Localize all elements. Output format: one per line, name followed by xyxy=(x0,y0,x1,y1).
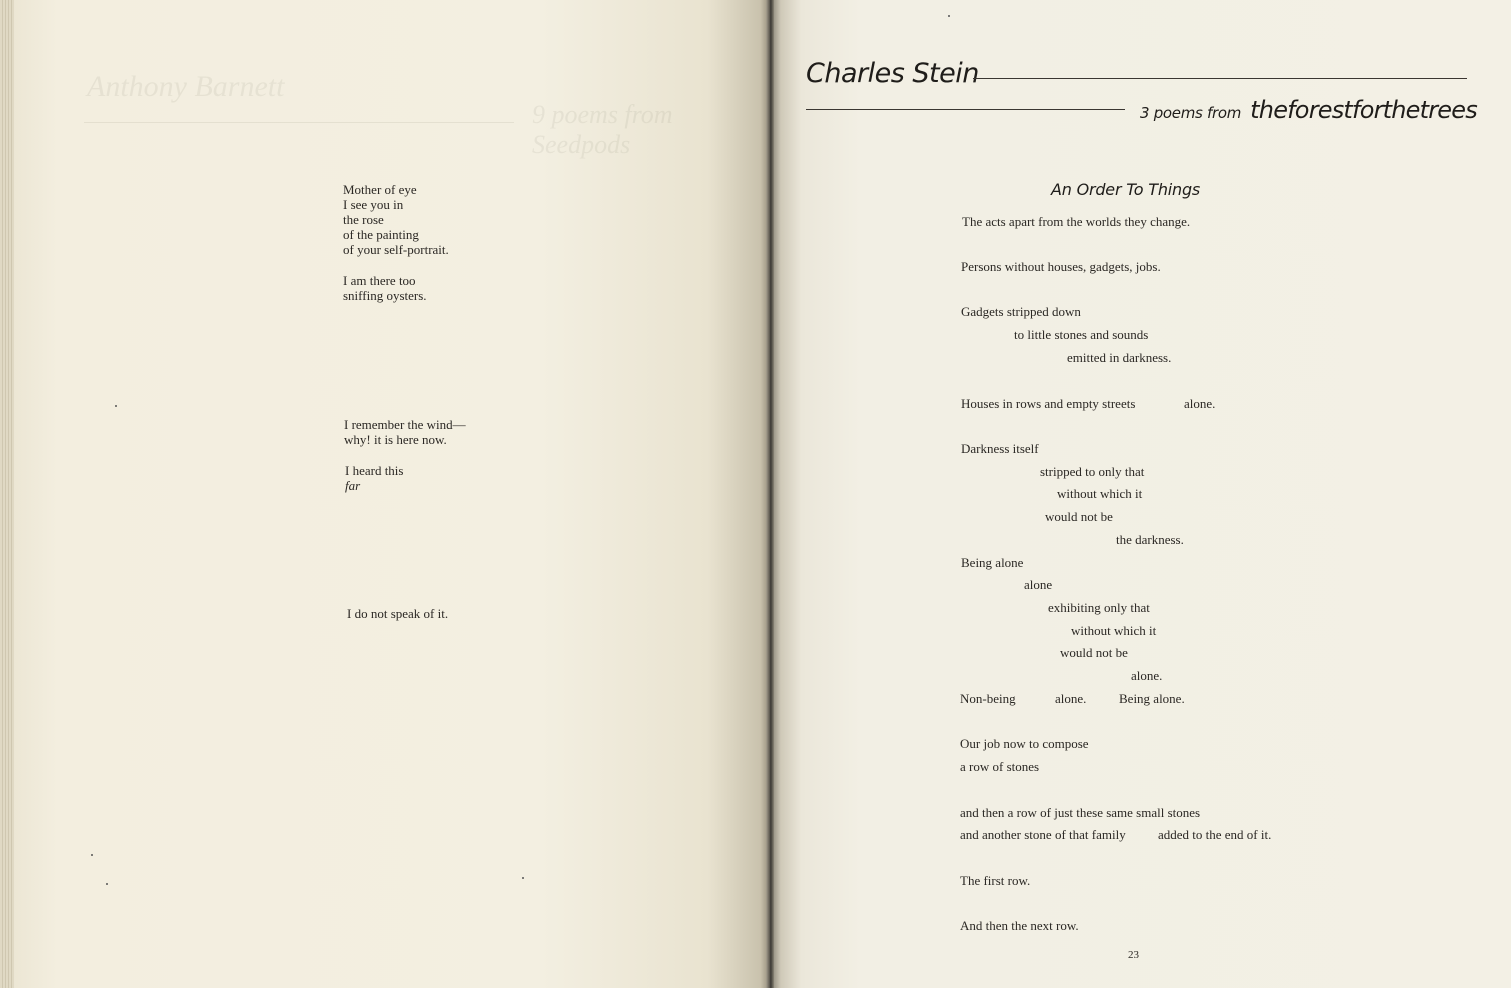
paper-speck xyxy=(106,883,108,885)
poem-line: Mother of eye xyxy=(343,182,417,197)
page-edge-stack xyxy=(0,0,14,988)
poem-line: exhibiting only that xyxy=(1048,600,1150,615)
header-rule xyxy=(806,109,1125,110)
subtitle-book-title: theforestforthetrees xyxy=(1250,96,1477,124)
poem-line: The first row. xyxy=(960,873,1031,888)
book-gutter xyxy=(766,0,774,988)
poem-line: why! it is here now. xyxy=(344,432,447,447)
poem-line: sniffing oysters. xyxy=(343,288,427,303)
left-stanza-4 xyxy=(345,463,403,493)
poem-line: without which it xyxy=(1071,623,1157,638)
poem-line: alone. xyxy=(1131,668,1163,683)
poem-line: Non-being xyxy=(960,691,1016,706)
poem-line: would not be xyxy=(1060,645,1128,660)
poem-line: stripped to only that xyxy=(1040,464,1145,479)
poem-line: I remember the wind— xyxy=(344,417,466,432)
poem-line: I heard this xyxy=(345,463,404,478)
paper-speck xyxy=(115,405,117,407)
poem-line: and then a row of just these same small stones xyxy=(960,805,1201,820)
poem-line: alone. xyxy=(1184,396,1216,411)
author-name: Charles Stein xyxy=(806,58,979,89)
poem-line: a row of stones xyxy=(960,759,1040,774)
poem-line: Being alone xyxy=(961,555,1024,570)
poem-line: added to the end of it. xyxy=(1158,827,1272,842)
paper-speck xyxy=(522,877,524,879)
left-stanza-2 xyxy=(343,273,427,303)
paper-speck xyxy=(91,854,93,856)
poem-line: emitted in darkness. xyxy=(1067,350,1172,365)
poem-line: and another stone of that family xyxy=(960,827,1126,842)
poem-line: I am there too xyxy=(343,273,416,288)
poem-line: alone xyxy=(1024,577,1053,592)
header-rule xyxy=(973,78,1467,79)
page-number: 23 xyxy=(1128,949,1139,961)
poem-line: Houses in rows and empty streets xyxy=(961,396,1136,411)
poem-line: Being alone. xyxy=(1119,691,1185,706)
book-subtitle xyxy=(1140,96,1477,124)
poem-line: the darkness. xyxy=(1116,532,1184,547)
poem-line-italic: far xyxy=(345,478,361,493)
poem-line: to little stones and sounds xyxy=(1014,327,1149,342)
left-stanza-5 xyxy=(347,606,448,621)
left-stanza-3 xyxy=(344,417,466,447)
poem-line: Gadgets stripped down xyxy=(961,304,1081,319)
paper-speck xyxy=(948,15,950,17)
left-stanza-1 xyxy=(343,182,449,257)
poem-line: Persons without houses, gadgets, jobs. xyxy=(961,259,1161,274)
poem-line: I see you in xyxy=(343,197,404,212)
subtitle-prefix: 3 poems from xyxy=(1140,104,1242,122)
left-page xyxy=(12,0,768,988)
poem-line: Darkness itself xyxy=(961,441,1039,456)
poem-line: I do not speak of it. xyxy=(347,606,449,621)
bleed-through-text: Anthony Barnett xyxy=(87,70,285,103)
poem-line: of your self-portrait. xyxy=(343,242,449,257)
poem-line: The acts apart from the worlds they change. xyxy=(962,214,1191,229)
poem-title: An Order To Things xyxy=(1051,180,1201,199)
poem-line: alone. xyxy=(1055,691,1087,706)
bleed-through-text: 9 poems from Seedpods xyxy=(532,100,673,159)
poem-line: without which it xyxy=(1057,486,1143,501)
bleed-through-rule xyxy=(84,122,514,123)
poem-line: And then the next row. xyxy=(960,918,1079,933)
poem-line: would not be xyxy=(1045,509,1113,524)
poem-line: the rose xyxy=(343,212,384,227)
poem-line: Our job now to compose xyxy=(960,736,1089,751)
poem-line: of the painting xyxy=(343,227,419,242)
